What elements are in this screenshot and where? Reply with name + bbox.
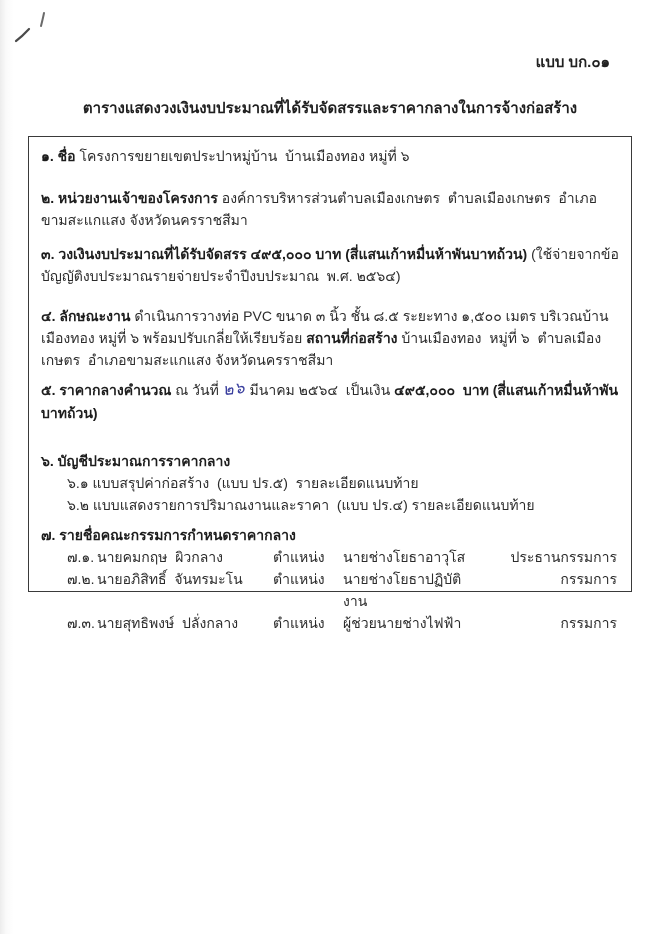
budget-table-box — [28, 136, 632, 631]
item-5-label: ๕. ราคากลางคำนวณ — [41, 382, 172, 398]
item-2-label: ๒. หน่วยงานเจ้าของโครงการ — [41, 190, 218, 206]
item-7-header: ๗. รายชื่อคณะกรรมการกำหนดราคากลาง — [41, 527, 296, 543]
item-6-header: ๖. บัญชีประมาณการราคากลาง — [41, 453, 231, 469]
committee-row — [41, 546, 619, 568]
item-4-desc: ดำเนินการวางท่อ PVC ขนาด ๓ นิ้ว ชั้น ๘.๕ ระยะทาง ๑,๕๐๐ เมตร บริเวณบ้านเมืองทอง หมู่ที่ ๖ พร้อมปรับเกลี่ยให้เรียบร้อย — [41, 308, 609, 346]
item-2-text: องค์การบริหารส่วนตำบลเมืองเกษตร ตำบลเมืองเกษตร อำเภอขามสะแกแสง จังหวัดนครราชสีมา — [41, 190, 598, 228]
item-3-note: (ใช้จ่ายจากข้อบัญญัติงบประมาณรายจ่ายประจำปีงบประมาณ พ.ศ. ๒๕๖๔) — [41, 246, 619, 284]
item-3-label: ๓. วงเงินงบประมาณที่ได้รับจัดสรร — [41, 246, 247, 262]
item-4-work-description — [41, 305, 619, 371]
item-2-agency — [41, 187, 619, 231]
committee-name: นายสุทธิพงษ์ ปลั่งกลาง — [97, 615, 239, 631]
item-5-median-price — [41, 379, 619, 424]
committee-name: นายคมกฤษ ผิวกลาง — [97, 549, 224, 565]
item-3-amount: ๔๙๕,๐๐๐ บาท (สี่แสนเก้าหมื่นห้าพันบาทถ้วน) — [250, 246, 528, 262]
committee-row — [41, 612, 619, 634]
item-5-middle: มีนาคม ๒๕๖๔ เป็นเงิน — [249, 382, 391, 398]
committee-position: นายช่างโยธาปฏิบัติงาน — [343, 571, 462, 609]
item-1-text: โครงการขยายเขตประปาหมู่บ้าน บ้านเมืองทอง หมู่ที่ ๖ — [79, 148, 410, 164]
committee-position-label: ตำแหน่ง — [273, 571, 325, 587]
item-3-budget — [41, 243, 619, 287]
item-4-site: บ้านเมืองทอง หมู่ที่ ๖ ตำบลเมืองเกษตร อำเภอขามสะแกแสง จังหวัดนครราชสีมา — [41, 330, 602, 368]
item-6-sub-1: ๖.๑ แบบสรุปค่าก่อสร้าง (แบบ ปร.๕) รายละเอียดแนบท้าย — [67, 475, 419, 491]
handwritten-day: ๒๖ — [221, 379, 247, 400]
committee-role: ประธานกรรมการ — [510, 549, 617, 565]
committee-role: กรรมการ — [560, 615, 617, 631]
item-1-project-name — [41, 145, 619, 167]
committee-row — [41, 568, 619, 612]
pen-mark-icon — [0, 0, 70, 60]
committee-no: ๗.๑. — [67, 549, 95, 565]
item-1-label: ๑. ชื่อ — [41, 148, 76, 164]
committee-role: กรรมการ — [560, 571, 617, 587]
committee-position: นายช่างโยธาอาวุโส — [343, 549, 466, 565]
committee-name: นายอภิสิทธิ์ จันทรมะโน — [97, 571, 243, 587]
committee-position: ผู้ช่วยนายช่างไฟฟ้า — [343, 615, 462, 631]
item-5-prefix: ณ วันที่ — [175, 382, 219, 398]
item-4-label: ๔. ลักษณะงาน — [41, 308, 131, 324]
committee-position-label: ตำแหน่ง — [273, 549, 325, 565]
committee-no: ๗.๒. — [67, 571, 95, 587]
committee-position-label: ตำแหน่ง — [273, 615, 325, 631]
item-4-site-label: สถานที่ก่อสร้าง — [306, 330, 398, 346]
committee-no: ๗.๓. — [67, 615, 95, 631]
form-code: แบบ บก.๐๑ — [535, 54, 610, 71]
page-title: ตารางแสดงวงเงินงบประมาณที่ได้รับจัดสรรและราคากลางในการจ้างก่อสร้าง — [82, 100, 578, 117]
item-6-sub-2: ๖.๒ แบบแสดงรายการปริมาณงานและราคา (แบบ ปร.๔) รายละเอียดแนบท้าย — [67, 497, 535, 513]
item-5-amount: ๔๙๕,๐๐๐ บาท (สี่แสนเก้าหมื่นห้าพันบาทถ้วน) — [41, 382, 619, 421]
